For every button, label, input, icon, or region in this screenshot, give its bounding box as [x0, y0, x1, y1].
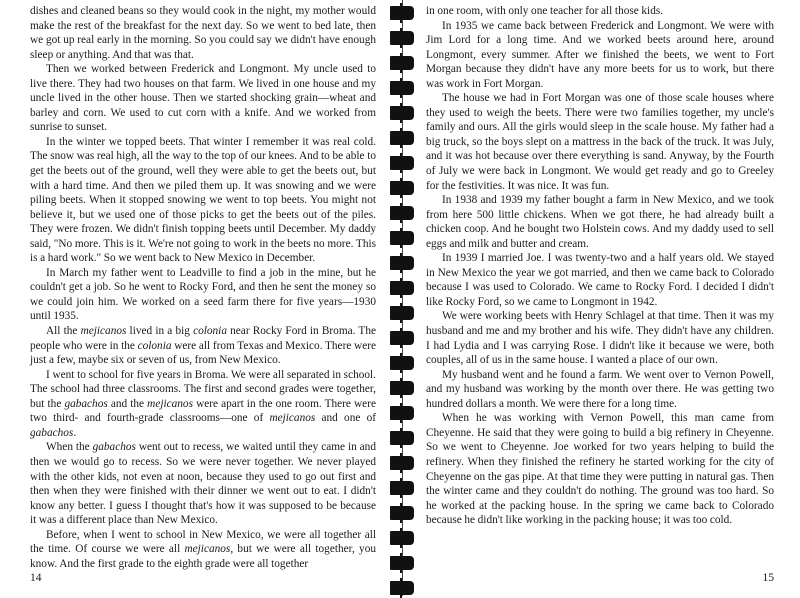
- binding-ring: [390, 131, 414, 145]
- right-page-text: [426, 4, 774, 528]
- binding-ring: [390, 31, 414, 45]
- binding-ring: [390, 506, 414, 520]
- binding-ring: [390, 331, 414, 345]
- right-paragraph: In 1939 I married Joe. I was twenty-two and a half years old. We stayed in New Mexico the year we got married, and then we came back to Colorado because I was used to Colorado. We came to Rocky Ford. I decided I didn't like Rocky Ford, so we came to Longmont in 1942.: [426, 252, 774, 308]
- left-paragraph: When the gabachos went out to recess, we waited until they came in and then we would go to recess. So we were never together. We never played with the other kids, not even at noon, because they used to go out first and then when they were finished with their dinner we went out to eat. I didn't know any better. I guess I thought that's how it was supposed to be because it was a different place than New Mexico.: [30, 441, 376, 527]
- left-paragraph: In the winter we topped beets. That winter I remember it was real cold. The snow was real high, all the way to the top of our knees. And to be able to get the beets out of the ground, well they were able to get the beets out, but with a hard time. And then we piled them up. It was snowing and we were piling beets. When it stopped snowing we went to top beets. You might not believe it, but we used one of those picks to get the beets out of the piles. They were frozen. We didn't finish topping beets until December. My daddy said, "No more. This is it. We're not going to work in the beets no more. This is a hard work." So we went back to New Mexico in December.: [30, 135, 376, 265]
- right-paragraph: in one room, with only one teacher for all those kids.: [426, 5, 664, 17]
- left-paragraph: I went to school for five years in Broma. We were all separated in school. The school had three classrooms. The first and second grades were together, but the gabachos and the mejicanos were apart in the one room. There were two third- and fourth-grade classrooms—one of mejicanos and one of gabachos.: [30, 368, 377, 439]
- left-page-text: [30, 4, 376, 571]
- binding-ring: [390, 106, 414, 120]
- binding-ring: [390, 281, 414, 295]
- left-paragraph: dishes and cleaned beans so they would cook in the night, my mother would make the rest of the breakfast for the next day. So we went to bed late, then we got up real early in the morning. So you could say we didn't have enough sleep or anything. And that was that.: [30, 5, 376, 61]
- right-paragraph: The house we had in Fort Morgan was one of those scale houses where they used to weigh the beets. There were two families together, my uncle's family and ours. All the girls would sleep in the scale house. My father had a big truck, so the boys slept on a mattress in the back of the truck. It was July, and it was hot because over there everything is sand. Anyway, by the Fourth of July we were back in Longmont. We would get ready and go to Greeley for the festivities. It was nice. It was fun.: [426, 92, 774, 192]
- binding-ring: [390, 531, 414, 545]
- right-paragraph: In 1938 and 1939 my father bought a farm in New Mexico, and we took from here 500 little chickens. When we got there, he had already built a chicken coop. And he bought two Holstein cows. And my daddy used to sell eggs and milk and butter and cream.: [426, 194, 774, 250]
- binding-ring: [390, 481, 414, 495]
- left-paragraph: Then we worked between Frederick and Longmont. My uncle used to live there. They had two houses on that farm. We lived in one house and my uncle lived in the other house. Then we started shocking grain—wheat and barley and corn. We used to cut corn with a knife. And we worked from sunrise to sunset.: [30, 63, 376, 134]
- binding-ring: [390, 6, 414, 20]
- binding-ring: [390, 381, 414, 395]
- page-number-right: 15: [762, 572, 774, 584]
- right-paragraph: My husband went and he found a farm. We went over to Vernon Powell, and my husband was working by the month over there. He was getting two hundred dollars a month. We were there for a long time.: [426, 368, 774, 410]
- left-paragraph: All the mejicanos lived in a big colonia near Rocky Ford in Broma. The people who were in the colonia were all from Texas and Mexico. There were just a few, maybe six or seven of us, from New Mexico.: [30, 325, 376, 367]
- binding-ring: [390, 306, 414, 320]
- binding-ring: [390, 181, 414, 195]
- binding-ring: [390, 431, 414, 445]
- binding-ring: [390, 81, 414, 95]
- binding-ring: [390, 56, 414, 70]
- left-paragraph: Before, when I went to school in New Mexico, we were all together all the time. Of course we were all mejicanos, but we were all together, you know. And the first grade to the eighth grade were all together: [30, 528, 377, 570]
- left-page: [0, 0, 384, 596]
- right-page: [418, 0, 800, 596]
- binding-ring: [390, 406, 414, 420]
- binding-ring: [390, 456, 414, 470]
- binding-ring: [390, 256, 414, 270]
- binding-ring: [390, 156, 414, 170]
- page-number-left: 14: [30, 572, 42, 584]
- binding-ring: [390, 231, 414, 245]
- right-paragraph: We were working beets with Henry Schlagel at that time. Then it was my husband and me and my brother and his wife. They didn't have any children. I had Lydia and I was carrying Rose. I didn't like it because we were, both couples, all of us in the same house. I wanted a place of our own.: [426, 310, 774, 367]
- binding-ring: [390, 556, 414, 570]
- right-paragraph: When he was working with Vernon Powell, this man came from Cheyenne. He said that they were going to build a big refinery in Cheyenne. So we went to Cheyenne. Joe worked for two years helping to build the refinery. When they finished the refinery he started working for the city of Cheyenne on the gas pipe. At that time they were putting in natural gas. Then the winter came and they couldn't do nothing. The ground was too hard. So he worked at the packing house. In the spring we came back to Colorado because he didn't like working in the packing house; it was too cold.: [426, 412, 774, 527]
- binding-ring: [390, 206, 414, 220]
- left-paragraph: In March my father went to Leadville to find a job in the mine, but he couldn't get a job. So he went to Rocky Ford, and then he sent the money so we could join him. We worked on a seed farm there for five years—1930 until 1935.: [30, 266, 376, 323]
- spiral-binding: [386, 0, 416, 596]
- right-paragraph: In 1935 we came back between Frederick and Longmont. We were with Jim Lord for a long time. And we worked beets around here, around Longmont, every summer. After we finished the beets, we went to Fort Morgan because they didn't have any more beets for us to work, but there was work in Fort Morgan.: [426, 19, 774, 90]
- binding-ring: [390, 356, 414, 370]
- binding-ring: [390, 581, 414, 595]
